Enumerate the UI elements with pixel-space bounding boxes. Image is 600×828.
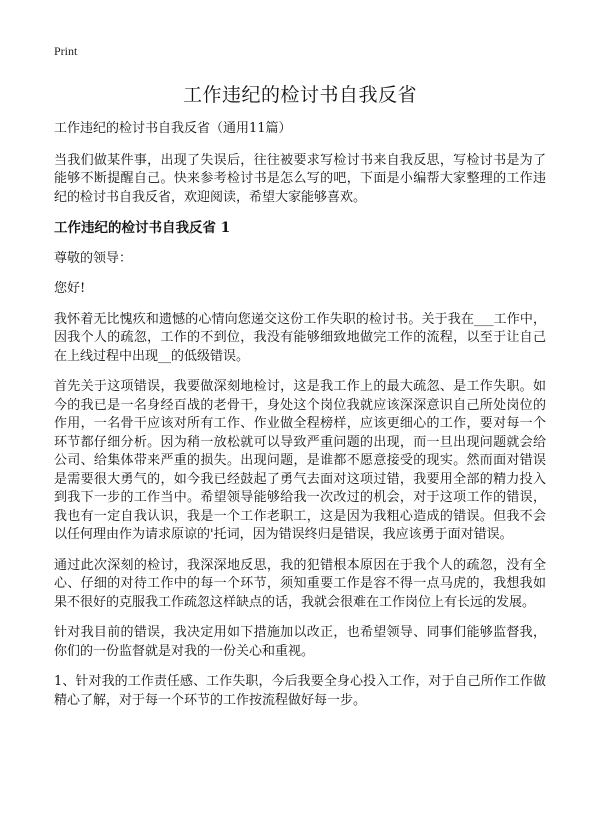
- print-link[interactable]: Print: [54, 44, 78, 58]
- body-paragraph-5: 1、针对我的工作责任感、工作失职，今后我要全身心投入工作，对于自己所作工作做精心了解，对于每一个环节的工作按流程做好每一步。: [54, 674, 546, 708]
- page-title: 工作违纪的检讨书自我反省: [182, 84, 417, 106]
- document-subtitle: 工作违纪的检讨书自我反省（通用11篇）: [54, 121, 292, 136]
- body-paragraph-1: 我怀着无比愧疚和遗憾的心情向您递交这份工作失职的检讨书。关于我在___工作中，因我个人的疏忽，工作的不到位，我没有能够细致地做完工作的流程，以至于让自己在上线过程中出现__的低级错误。: [54, 311, 546, 364]
- body-paragraph-4: 针对我目前的错误，我决定用如下措施加以改正，也希望领导、同事们能够监督我，你们的一份监督就是对我的一份关心和重视。: [54, 625, 546, 659]
- document-body: [54, 120, 546, 722]
- intro-paragraph: 当我们做某件事，出现了失误后，往往被要求写检讨书来自我反思，写检讨书是为了能够不断提醒自己。快来参考检讨书是怎么写的吧，下面是小编帮大家整理的工作违纪的检讨书自我反省，欢迎阅读，希望大家能够喜欢。: [54, 152, 546, 205]
- section-heading: 工作违纪的检讨书自我反省 1: [54, 220, 231, 236]
- body-paragraph-2: 首先关于这项错误，我要做深刻地检讨，这是我工作上的最大疏忽、是工作失职。如今的我已是一名身经百战的老骨干，身处这个岗位我就应该深深意识自己所处岗位的作用，一名骨干应该对所有工作、作业做全程榜样，应该更细心的工作，要对每一个环节都仔细分析。因为稍一放松就可以导致严重问题的出现，而一旦出现问题就会给公司、给集体带来严重的损失。出现问题，是谁都不愿意接受的现实。然而面对错误是需要很大勇气的，如今我已经鼓起了勇气去面对这项过错，我要用全部的精力投入到我下一步的工作当中。希望领导能够给我一次改过的机会，对于这项工作的错误，我也有一定自我认识，我是一个工作老职工，这是因为我粗心造成的错误。但我不会以任何理由作为请求原谅的'托词，因为错误终归是错误，我应该勇于面对错误。: [54, 379, 546, 542]
- greeting: 尊敬的领导：: [54, 250, 133, 266]
- body-paragraph-3: 通过此次深刻的检讨，我深深地反思，我的犯错根本原因在于我个人的疏忽，没有全心、仔细的对待工作中的每一个环节，须知重要工作是容不得一点马虎的，我想我如果不很好的克服我工作疏忽这样缺点的话，我就会很难在工作岗位上有长远的发展。: [54, 557, 546, 610]
- salutation: 您好!: [54, 281, 86, 296]
